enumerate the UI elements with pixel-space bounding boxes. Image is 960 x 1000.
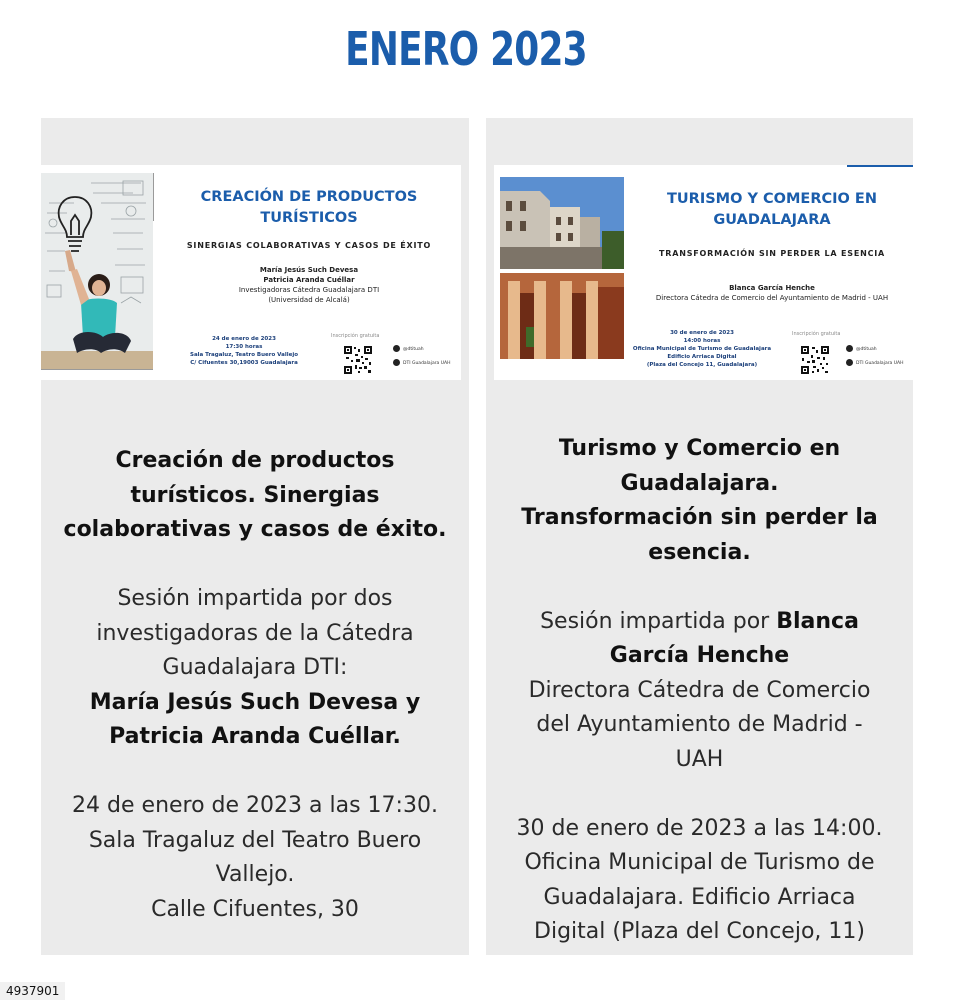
page-title: ENERO 2023: [345, 22, 587, 76]
flyer-photo-guadalajara-streets: [500, 177, 624, 359]
instagram-icon: [846, 345, 853, 352]
flyer-time: 17:30 horas: [225, 344, 263, 350]
flyer-building: Edificio Arriaca Digital: [667, 354, 737, 360]
event-flyer: [41, 165, 461, 380]
flyer-registration: Inscripción gratuita: [331, 333, 380, 339]
flyer-address: (Plaza del Concejo 11, Guadalajara): [646, 362, 758, 368]
event-speaker-name: Blanca: [776, 608, 859, 634]
flyer-speaker-2: Patricia Aranda Cuéllar: [263, 276, 355, 284]
flyer-venue: Sala Tragaluz, Teatro Buero Vallejo: [190, 352, 298, 358]
event-description: [41, 444, 469, 927]
event-intro-line: Guadalajara DTI:: [162, 655, 348, 680]
event-speaker-name: García Henche: [609, 643, 790, 668]
flyer-speaker-1: María Jesús Such Devesa: [259, 266, 359, 274]
event-title-line: turísticos. Sinergias: [130, 482, 380, 508]
flyer-title: TURISMO Y COMERCIO EN GUADALAJARA: [667, 191, 877, 228]
event-card-turismo: [486, 118, 913, 955]
flyer-subtitle: SINERGIAS COLABORATIVAS Y CASOS DE ÉXITO: [186, 241, 432, 250]
frame-line: [153, 173, 154, 221]
event-when-line: Calle Cifuentes, 30: [151, 896, 359, 922]
flyer-social: [846, 345, 904, 373]
event-intro-line: Sesión impartida por dos: [117, 586, 393, 611]
qr-code-icon[interactable]: [343, 345, 373, 375]
flyer-photo-woman-lightbulb: [41, 173, 153, 369]
image-id-label: 4937901: [0, 982, 65, 1000]
flyer-social-page: DTI Guadalajara UAH: [403, 361, 451, 366]
event-when-line: 24 de enero de 2023 a las 17:30.: [72, 793, 438, 818]
event-title-line: esencia.: [648, 539, 751, 565]
flyer-speaker-org: (Universidad de Alcalá): [268, 296, 350, 304]
event-intro-prefix: Sesión impartida por: [540, 608, 777, 634]
event-speakers-line: María Jesús Such Devesa y: [89, 689, 421, 715]
flyer-subtitle: TRANSFORMACIÓN SIN PERDER LA ESENCIA: [658, 249, 886, 258]
event-role-line: UAH: [675, 746, 724, 772]
flyer-social-page: DTI Guadalajara UAH: [856, 361, 904, 366]
event-role-line: Directora Cátedra de Comercio: [528, 677, 871, 703]
flyer-speaker-role: Directora Cátedra de Comercio del Ayuntamiento de Madrid - UAH: [655, 294, 889, 302]
event-description: [486, 432, 913, 950]
event-card-creacion: [41, 118, 469, 955]
flyer-speaker-1: Blanca García Henche: [729, 284, 815, 292]
event-title-line: Guadalajara.: [620, 470, 779, 496]
flyer-time: 14:00 horas: [683, 338, 721, 344]
instagram-icon: [393, 345, 400, 352]
event-title-line: Creación de productos: [115, 448, 395, 473]
flyer-details: [632, 329, 772, 369]
event-when-line: 30 de enero de 2023 a las 14:00.: [516, 815, 883, 841]
event-when-line: Guadalajara. Edificio Arriaca: [543, 884, 856, 910]
frame-line: [41, 369, 153, 370]
flyer-speakers: [634, 283, 910, 303]
event-title-line: colaborativas y casos de éxito.: [63, 517, 447, 542]
flyer-details: [179, 335, 309, 367]
flyer-registration: Inscripción gratuita: [792, 331, 841, 337]
event-intro-line: investigadoras de la Cátedra: [96, 620, 414, 646]
event-title-line: Transformación sin perder la: [521, 505, 878, 530]
accent-line: [847, 165, 913, 167]
qr-code-icon[interactable]: [800, 345, 830, 375]
event-role-line: del Ayuntamiento de Madrid -: [536, 712, 863, 737]
event-when-line: Digital (Plaza del Concejo, 11): [534, 919, 865, 944]
flyer-social-handle: @dtituah: [403, 347, 424, 352]
event-intro-line: [486, 605, 913, 640]
flyer-social: [393, 345, 451, 373]
event-when-line: Oficina Municipal de Turismo de: [524, 850, 875, 875]
flyer-title: CREACIÓN DE PRODUCTOS TURÍSTICOS: [200, 189, 418, 226]
flyer-speaker-role: Investigadoras Cátedra Guadalajara DTI: [238, 286, 380, 294]
flyer-social-handle: @dtituah: [856, 347, 877, 352]
event-flyer: [494, 165, 913, 380]
flyer-address: C/ Cifuentes 30,19003 Guadalajara: [190, 360, 298, 366]
event-title-line: Turismo y Comercio en: [558, 436, 841, 461]
flyer-venue: Oficina Municipal de Turismo de Guadalajara: [632, 346, 772, 352]
facebook-icon: [393, 359, 400, 366]
flyer-date: 24 de enero de 2023: [212, 336, 276, 342]
flyer-date: 30 de enero de 2023: [670, 330, 734, 336]
flyer-speakers: [163, 265, 455, 305]
event-when-line: Vallejo.: [215, 862, 295, 887]
event-when-line: Sala Tragaluz del Teatro Buero: [88, 827, 422, 853]
facebook-icon: [846, 359, 853, 366]
event-speakers-line: Patricia Aranda Cuéllar.: [109, 724, 401, 749]
